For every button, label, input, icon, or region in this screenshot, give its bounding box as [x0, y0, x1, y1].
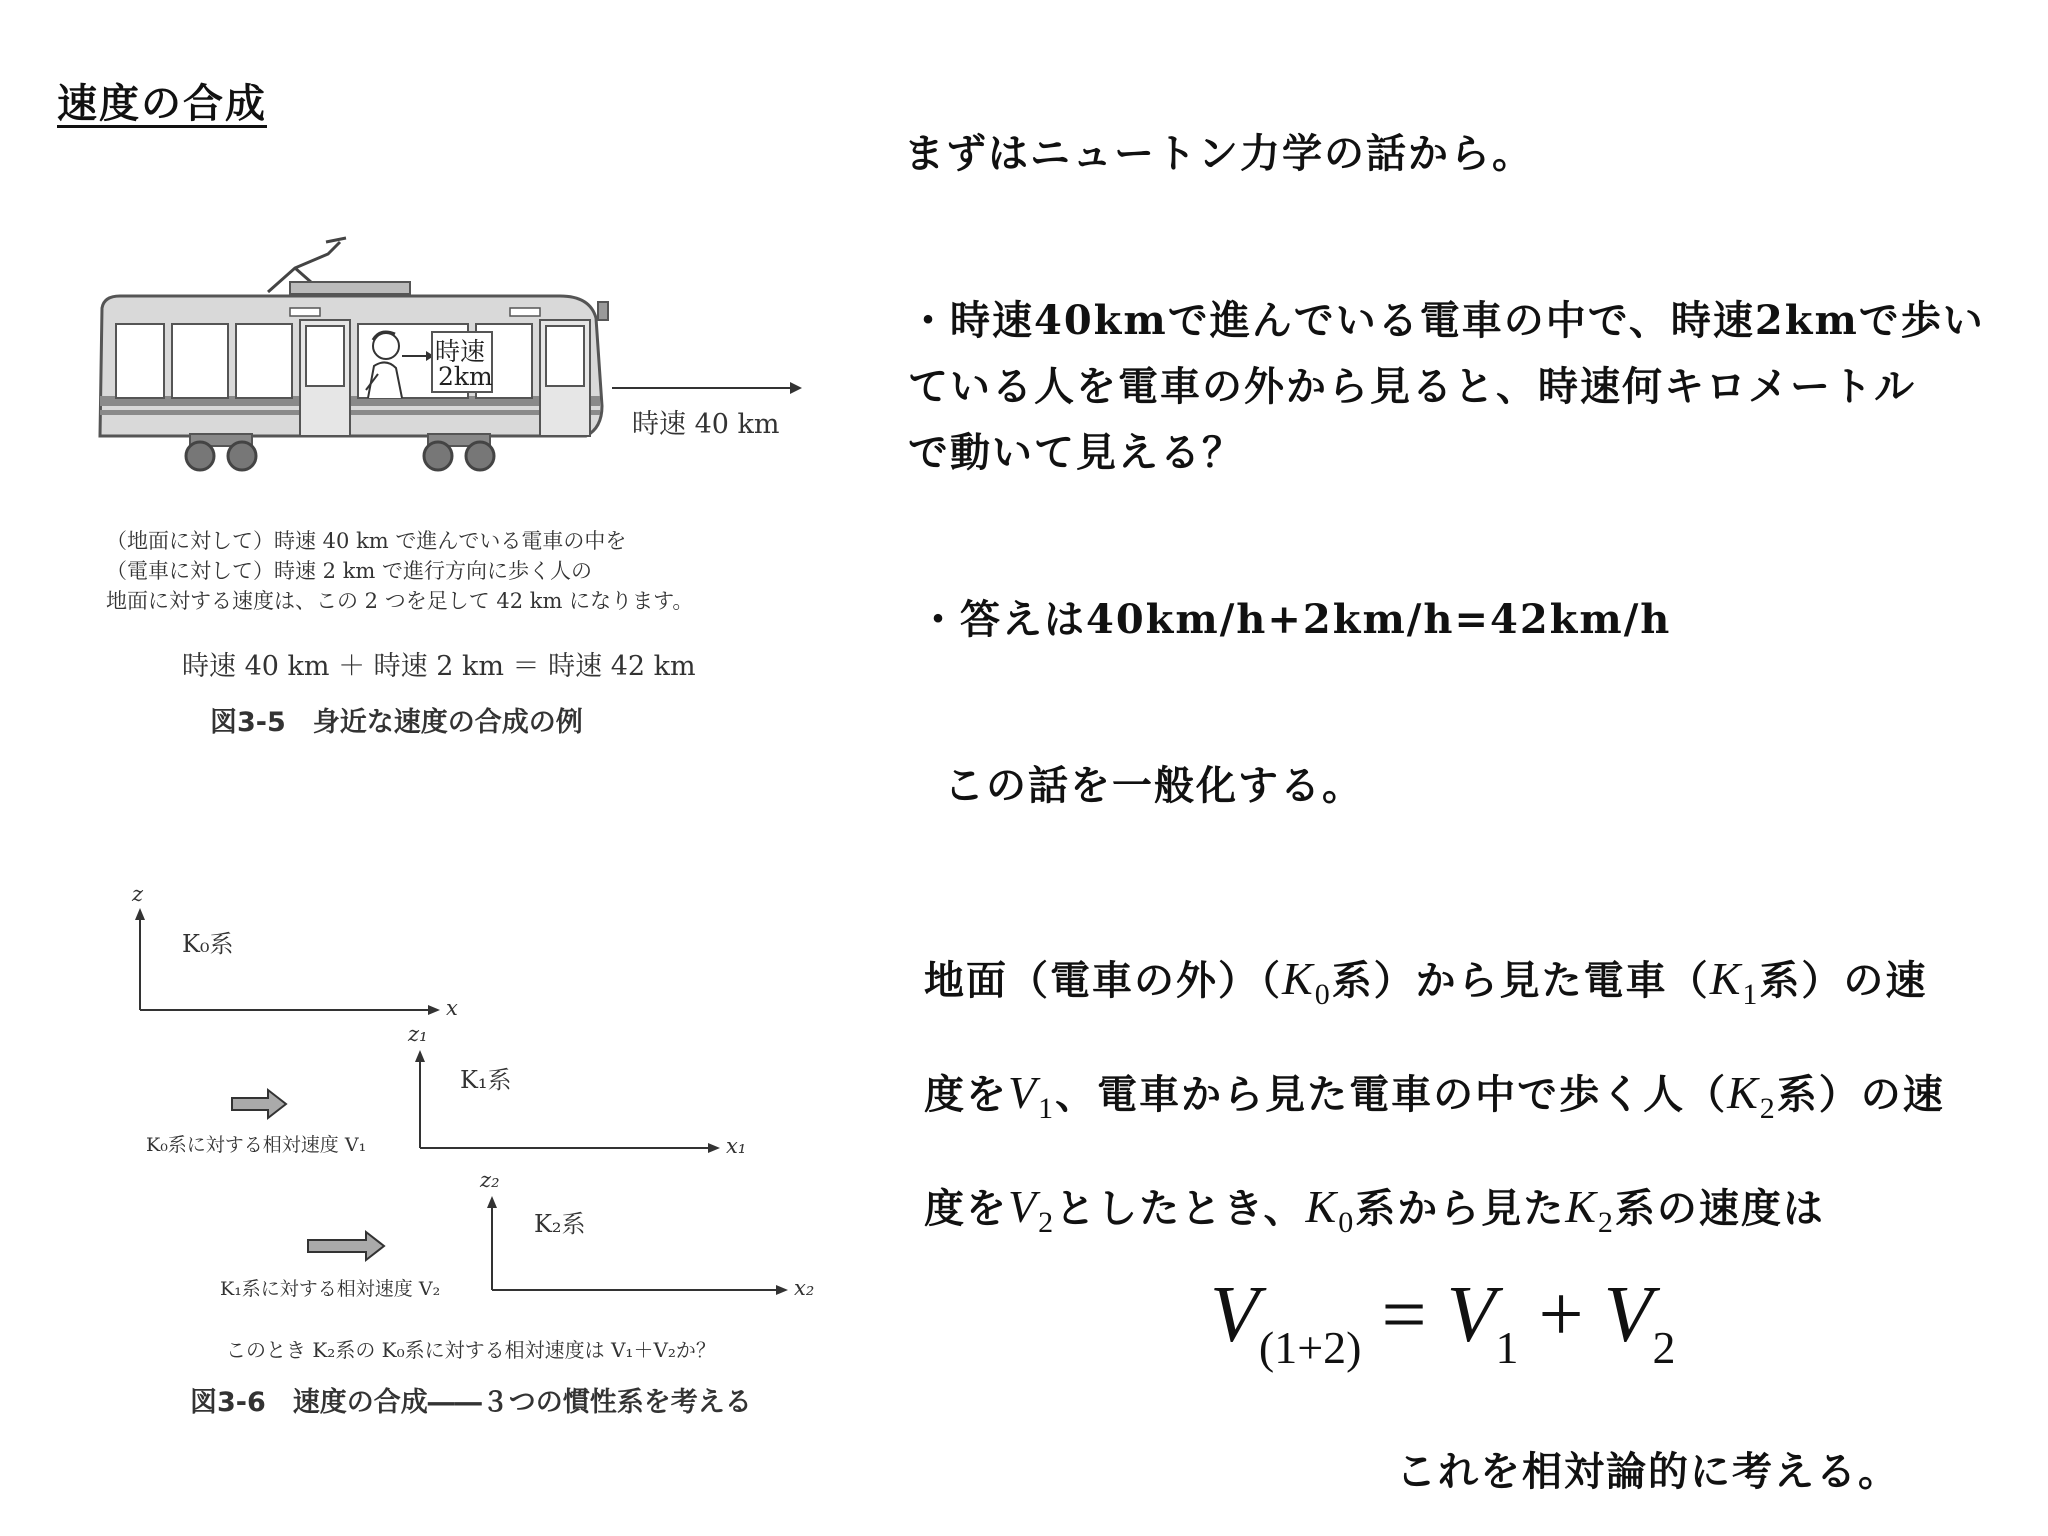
figure-3-5-caption: [106, 526, 693, 616]
inner-speed-label-2: 2km: [438, 362, 493, 391]
axis-z2-label: z₂: [480, 1168, 500, 1192]
math-k2: $K_2$: [1565, 1181, 1615, 1239]
math-v1: $V_1$: [1008, 1067, 1056, 1125]
axis-x-label: x: [446, 996, 458, 1020]
axis-z1-label: z₁: [408, 1022, 428, 1046]
formula-v2-sub: 2: [1652, 1322, 1676, 1373]
text-run: 系から見た: [1355, 1185, 1566, 1232]
frame-k2-label: K₂系: [534, 1210, 586, 1238]
formula-equals: =: [1361, 1271, 1447, 1359]
caption-line: 地面に対する速度は、この 2 つを足して 42 km になります。: [106, 589, 694, 613]
caption-line: （地面に対して）時速 40 km で進んでいる電車の中を: [106, 529, 627, 553]
velocity-addition-formula: [1210, 1270, 1675, 1374]
definition-line-3: [924, 1158, 1945, 1272]
frame-k1-label: K₁系: [460, 1066, 512, 1094]
definition-text: [924, 930, 1945, 1272]
question-text: [908, 288, 1985, 486]
question-line-2: ている人を電車の外から見ると、時速何キロメートル: [908, 363, 1916, 410]
definition-line-2: [924, 1044, 1945, 1158]
formula-lhs: V: [1210, 1271, 1259, 1359]
relative-velocity-v2-label: K₁系に対する相対速度 V₂: [220, 1278, 441, 1300]
math-k0: $K_0$: [1282, 953, 1332, 1011]
text-run: 地面（電車の外）（: [924, 957, 1282, 1004]
text-run: 系の速度は: [1614, 1185, 1825, 1232]
formula-lhs-sub: (1+2): [1258, 1322, 1362, 1373]
text-run: 度を: [924, 1071, 1008, 1118]
formula-plus: +: [1518, 1271, 1604, 1359]
figure-3-6-question: このとき K₂系の K₀系に対する相対速度は V₁＋V₂か？: [226, 1338, 716, 1362]
math-v2: $V_2$: [1008, 1181, 1056, 1239]
formula-v1-sub: 1: [1495, 1322, 1519, 1373]
axis-x1-label: x₁: [726, 1134, 747, 1158]
intro-text: まずはニュートン力学の話から。: [904, 130, 1534, 177]
figure-3-5-label: 図3-5 身近な速度の合成の例: [210, 707, 583, 738]
closing-text: これを相対論的に考える。: [1396, 1448, 1900, 1495]
axis-z-label: z: [132, 882, 144, 906]
answer-text: ・答えは40km/h+2km/h=42km/h: [918, 596, 1672, 643]
frame-k0-label: K₀系: [182, 930, 234, 958]
frames-diagram: [130, 890, 850, 1330]
figure-3-5-equation: 時速 40 km ＋ 時速 2 km ＝ 時速 42 km: [182, 651, 696, 682]
formula-v2: V: [1603, 1271, 1653, 1359]
text-run: 系）の速: [1759, 957, 1928, 1004]
caption-line: （電車に対して）時速 2 km で進行方向に歩く人の: [106, 559, 593, 583]
page-title: 速度の合成: [57, 80, 267, 127]
question-line-3: で動いて見える？: [908, 429, 1244, 476]
math-k1: $K_1$: [1709, 953, 1760, 1011]
formula-v1: V: [1446, 1271, 1496, 1359]
generalize-text: この話を一般化する。: [944, 762, 1364, 809]
math-k2: $K_2$: [1727, 1067, 1777, 1125]
figure-3-5: [90, 228, 830, 748]
text-run: 系）から見た電車（: [1331, 957, 1710, 1004]
text-run: 度を: [924, 1185, 1008, 1232]
axis-x2-label: x₂: [794, 1276, 815, 1300]
definition-line-1: [924, 930, 1945, 1044]
figure-3-6-label: 図3-6 速度の合成――３つの慣性系を考える: [190, 1387, 752, 1418]
math-k0: $K_0$: [1305, 1181, 1356, 1239]
question-line-1: ・時速40kmで進んでいる電車の中で、時速2kmで歩い: [908, 297, 1985, 344]
text-run: 系）の速: [1776, 1071, 1945, 1118]
text-run: としたとき、: [1055, 1185, 1306, 1232]
figure-3-6: [130, 882, 850, 1418]
relative-velocity-v1-label: K₀系に対する相対速度 V₁: [146, 1134, 367, 1156]
inner-speed-label-1: 時速: [435, 337, 486, 366]
train-speed-label: 時速 40 km: [632, 409, 780, 440]
text-run: 、電車から見た電車の中で歩く人（: [1055, 1071, 1728, 1118]
